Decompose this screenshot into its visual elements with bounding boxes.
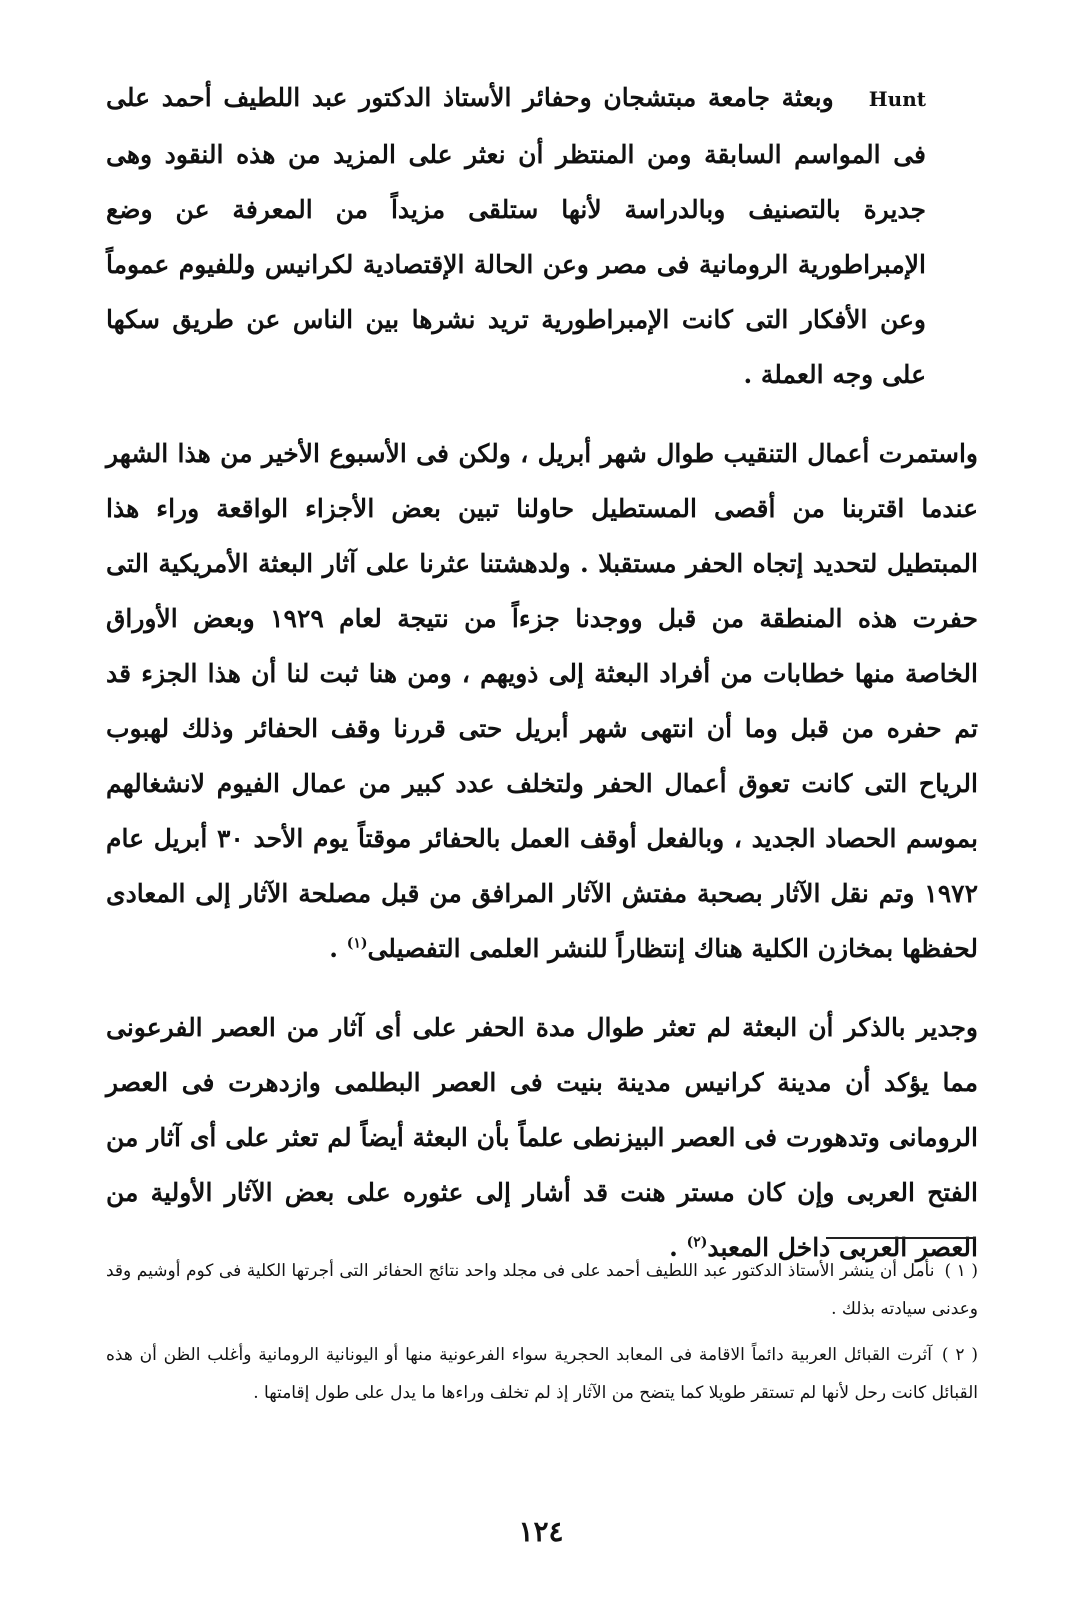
paragraph-1-text: وبعثة جامعة مبتشجان وحفائر الأستاذ الدكتور عبد اللطيف أحمد على فى المواسم السابقة ومن المنتظر أن نعثر على المزيد من هذه النقود وهى جديرة بالتصنيف وبالدراسة لأنها ستلقى مزيداً من المعرفة عن وضع الإمبراطورية الرومانية فى مصر وعن الحالة الإقتصادية لكرانيس وللفيوم عموماً وعن الأفكار التى كانت الإمبراطورية تريد نشرها بين الناس عن طريق سكها على وجه العملة .	[106, 83, 926, 389]
footnote-1-marker: ( ١ )	[944, 1261, 978, 1281]
footnote-2-text: آثرت القبائل العربية دائماً الاقامة فى المعابد الحجرية سواء الفرعونية منها أو اليونانية الرومانية وأغلب الظن أن هذه القبائل كانت رحل لأنها لم تستقر طويلا كما يتضح من الآثار إذ لم تخلف وراءها ما يدل على طول إقامتها .	[106, 1345, 978, 1403]
paragraph-3-end: .	[669, 1233, 687, 1262]
paragraph-2	[106, 426, 978, 976]
paragraph-1	[106, 70, 978, 402]
footnotes	[106, 1252, 978, 1420]
footnote-2-marker: ( ٢ )	[941, 1345, 978, 1365]
main-text	[106, 70, 978, 1275]
footnote-separator	[826, 1237, 976, 1239]
footnote-2	[106, 1336, 978, 1412]
paragraph-2-end: .	[329, 934, 347, 963]
footnote-ref-2: (٢)	[686, 1234, 708, 1251]
footnote-1	[106, 1252, 978, 1328]
paragraph-3	[106, 1000, 978, 1275]
footnote-1-text: نأمل أن ينشر الأستاذ الدكتور عبد اللطيف أحمد على فى مجلد واحد نتائج الحفائر التى أجرتها الكلية فى كوم أوشيم وقد وعدنى سيادته بذلك .	[106, 1261, 978, 1319]
latin-word-hunt: Hunt	[868, 87, 926, 111]
footnote-ref-1: (١)	[346, 935, 368, 952]
page-number: ١٢٤	[518, 1515, 564, 1548]
paragraph-3-text: وجدير بالذكر أن البعثة لم تعثر طوال مدة الحفر على أى آثار من العصر الفرعونى مما يؤكد أن مدينة كرانيس مدينة بنيت فى العصر البطلمى وازدهرت فى العصر الرومانى وتدهورت فى العصر البيزنطى علماً بأن البعثة أيضاً لم تعثر على أى آثار من الفتح العربى وإن كان مستر هنت قد أشار إلى عثوره على بعض الآثار الأولية من العصر العربى داخل المعبد	[106, 1013, 978, 1262]
paragraph-2-text: واستمرت أعمال التنقيب طوال شهر أبريل ، ولكن فى الأسبوع الأخير من هذا الشهر عندما اقتربنا من أقصى المستطيل حاولنا تبين بعض الأجزاء الواقعة وراء هذا المبتطيل لتحديد إتجاه الحفر مستقبلا . ولدهشتنا عثرنا على آثار البعثة الأمريكية التى حفرت هذه المنطقة من قبل ووجدنا جزءاً من نتيجة لعام ١٩٢٩ وبعض الأوراق الخاصة منها خطابات من أفراد البعثة إلى ذويهم ، ومن هنا ثبت لنا أن هذا الجزء قد تم حفره من قبل وما أن انتهى شهر أبريل حتى قررنا وقف الحفائر وذلك لهبوب الرياح التى كانت تعوق أعمال الحفر ولتخلف عدد كبير من عمال الفيوم لانشغالهم بموسم الحصاد الجديد ، وبالفعل أوقف العمل بالحفائر موقتاً يوم الأحد ٣٠ أبريل عام ١٩٧٢ وتم نقل الآثار بصحبة مفتش الآثار المرافق من قبل مصلحة الآثار إلى المعادى لحفظها بمخازن الكلية هناك إنتظاراً للنشر العلمى التفصيلى	[106, 439, 978, 963]
